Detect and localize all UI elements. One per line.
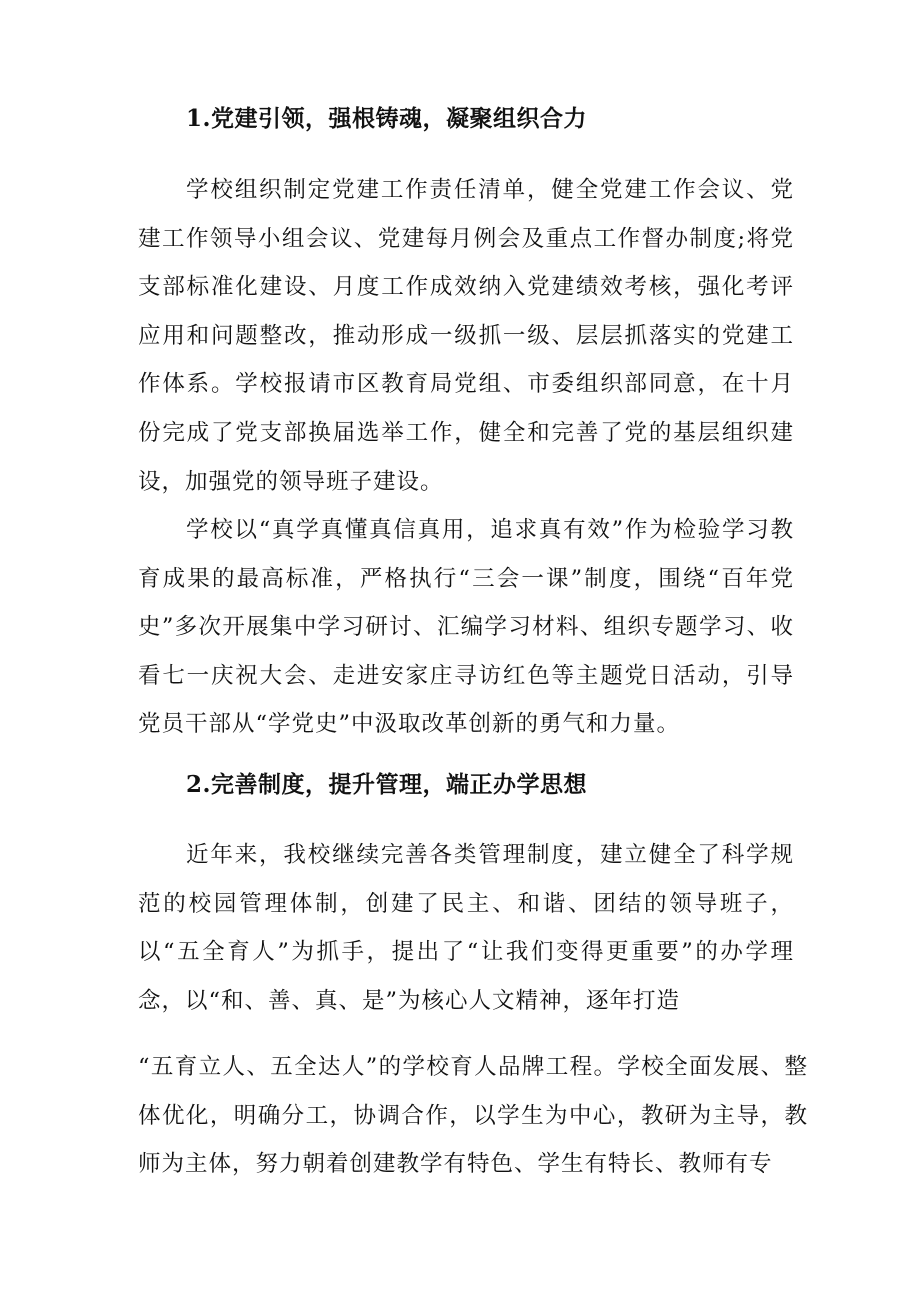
section-1-paragraph-2: 学校以“真学真懂真信真用，追求真有效”作为检验学习教育成果的最高标准，严格执行“三会一课”制度，围绕“百年党史”多次开展集中学习研讨、汇编学习材料、组织专题学习、收看七一庆祝大会、走进安家庄寻访红色等主题党日活动，引导党员干部从“学党史”中汲取改革创新的勇气和力量。 — [138, 517, 794, 738]
section-heading-1: 1.党建引领，强根铸魂，凝聚组织合力 — [186, 105, 588, 132]
section-2-paragraph-2: “五育立人、五全达人”的学校育人品牌工程。学校全面发展、整体优化，明确分工，协调合作，以学生为中心，教研为主导，教师为主体，努力朝着创建教学有特色、学生有特长、教师有专 — [138, 1054, 808, 1178]
section-1-paragraph-1: 学校组织制定党建工作责任清单，健全党建工作会议、党建工作领导小组会议、党建每月例会及重点工作督办制度;将党支部标准化建设、月度工作成效纳入党建绩效考核，强化考评应用和问题整改，推动形成一级抓一级、层层抓落实的党建工作体系。学校报请市区教育局党组、市委组织部同意，在十月份完成了党支部换届选举工作，健全和完善了党的基层组织建设，加强党的领导班子建设。 — [138, 177, 794, 495]
section-2-paragraph-1: 近年来，我校继续完善各类管理制度，建立健全了科学规范的校园管理体制，创建了民主、和谐、团结的领导班子，以“五全育人”为抓手，提出了“让我们变得更重要”的办学理念，以“和、善、真、是”为核心人文精神，逐年打造 — [138, 842, 794, 1014]
section-heading-2: 2.完善制度，提升管理，端正办学思想 — [186, 771, 588, 798]
